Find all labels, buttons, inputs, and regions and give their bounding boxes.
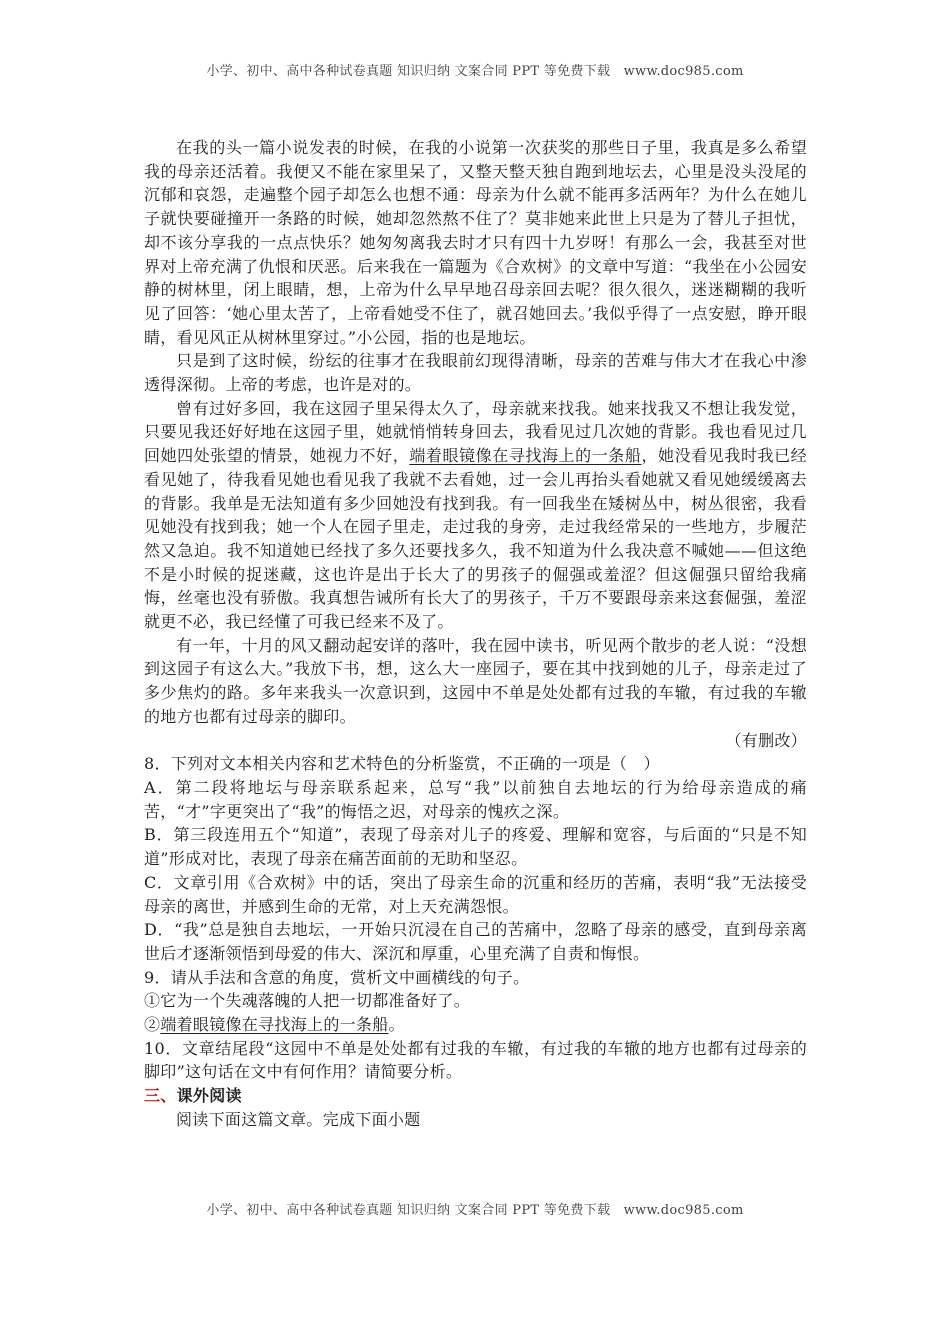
question-8-option-c: C．文章引用《合欢树》中的话，突出了母亲生命的沉重和经历的苦痛，表明“我”无法接受母亲的离世，并感到生命的无常，对上天充满怨恨。: [144, 872, 807, 916]
question-9-stem: 9．请从手法和含意的角度，赏析文中画横线的句子。: [144, 967, 530, 987]
question-9-item-2-number: ②: [144, 1015, 161, 1035]
essay-paragraph-4: 有一年，十月的风又翻动起安详的落叶，我在园中读书，听见两个散步的老人说：“没想到这园子有这么大。”我放下书，想，这么大一座园子，要在其中找到她的儿子，母亲走过了多少焦灼的路。多年来我头一次意识到，这园中不单是处处都有过我的车辙，有过我的车辙的地方也都有过母亲的脚印。: [144, 635, 807, 726]
page-footer-watermark: 小学、初中、高中各种试卷真题 知识归纳 文案合同 PPT 等免费下载 www.doc985.com: [206, 1203, 744, 1218]
question-9-item-2-underlined-phrase: 端着眼镜像在寻找海上的一条船: [160, 1015, 389, 1035]
question-8-option-b: B．第三段连用五个“知道”，表现了母亲对儿子的疼爱、理解和宽容，与后面的“只是不知道”形成对比，表现了母亲在痛苦面前的无助和坚忍。: [144, 825, 807, 869]
essay-attribution: （有删改）: [725, 730, 807, 750]
essay-paragraph-1: 在我的头一篇小说发表的时候，在我的小说第一次获奖的那些日子里，我真是多么希望我的母亲还活着。我便又不能在家里呆了，又整天整天独自跑到地坛去，心里是没头没尾的沉郁和哀怨，走遍整个园子却怎么也想不通：母亲为什么就不能再多活两年？为什么在她儿子就快要碰撞开一条路的时候，她却忽然熬不住了？莫非她来此世上只是为了替儿子担忧，却不该分享我的一点点快乐？她匆匆离我去时才只有四十九岁呀！有那么一会，我甚至对世界对上帝充满了仇恨和厌恶。后来我在一篇题为《合欢树》的文章中写道：“我坐在小公园安静的树林里，闭上眼睛，想，上帝为什么早早地召母亲回去呢？很久很久，迷迷糊糊的我听见了回答：‘她心里太苦了，上帝看她受不住了，就召她回去。’我似乎得了一点安慰，睁开眼睛，看见风正从树林里穿过。”小公园，指的也是地坛。: [144, 138, 807, 347]
section-heading: [144, 1084, 807, 1108]
essay-paragraph-3: [144, 397, 807, 634]
essay-p3-text-before: 曾有过好多回，我在这园子里呆得太久了，母亲就来找我。她来找我又不想让我发觉，只要见我还好好地在这园子里，她就悄悄转身回去，我看见过几次她的背影。我也看见过几回她四处张望的情景，她视力不好，: [144, 398, 807, 466]
question-9-item-2-period: 。: [388, 1015, 405, 1035]
question-9-item-2: [144, 1013, 807, 1037]
question-8-option-a: A．第二段将地坛与母亲联系起来，总写“我”以前独自去地坛的行为给母亲造成的痛苦，“才”字更突出了“我”的悔悟之迟，对母亲的愧疚之深。: [144, 777, 807, 821]
reading-instruction: 阅读下面这篇文章。完成下面小题: [176, 1109, 421, 1129]
section-number: 三、: [144, 1086, 177, 1106]
question-10-stem: 10．文章结尾段“这园中不单是处处都有过我的车辙，有过我的车辙的地方也都有过母亲的脚印”这句话在文中有何作用？请简要分析。: [144, 1038, 807, 1082]
essay-paragraph-2: 只是到了这时候，纷纭的往事才在我眼前幻现得清晰，母亲的苦难与伟大才在我心中渗透得深彻。上帝的考虑，也许是对的。: [144, 351, 807, 395]
section-title: 课外阅读: [176, 1086, 242, 1106]
question-8-stem: 8．下列对文本相关内容和艺术特色的分析鉴赏，不正确的一项是（ ）: [144, 754, 660, 774]
question-9-item-1: ①它为一个失魂落魄的人把一切都准备好了。: [144, 991, 471, 1011]
essay-p3-text-after: ，她没看见我时我已经看见她了，待我看见她也看见我了我就不去看她，过一会儿再抬头看她就又看见她缓缓离去的背影。我单是无法知道有多少回她没有找到我。有一回我坐在矮树丛中，树丛很密，我看见她没有找到我；她一个人在园子里走，走过我的身旁，走过我经常呆的一些地方，步履茫然又急迫。我不知道她已经找了多久还要找多久，我不知道为什么我决意不喊她——但这绝不是小时候的捉迷藏，这也许是出于长大了的男孩子的倔强或羞涩？但这倔强只留给我痛悔，丝毫也没有骄傲。我真想告诫所有长大了的男孩子，千万不要跟母亲来这套倔强，羞涩就更不必，我已经懂了可我已经来不及了。: [144, 446, 807, 632]
page-header-watermark: 小学、初中、高中各种试卷真题 知识归纳 文案合同 PPT 等免费下载 www.doc985.com: [206, 64, 744, 79]
document-content: [144, 136, 807, 1132]
question-8-option-d: D．“我”总是独自去地坛，一开始只沉浸在自己的苦痛中，忽略了母亲的感受，直到母亲离世后才逐渐领悟到母爱的伟大、深沉和厚重，心里充满了自责和悔恨。: [144, 920, 807, 963]
essay-p3-underlined-phrase: 端着眼镜像在寻找海上的一条船: [409, 446, 642, 466]
